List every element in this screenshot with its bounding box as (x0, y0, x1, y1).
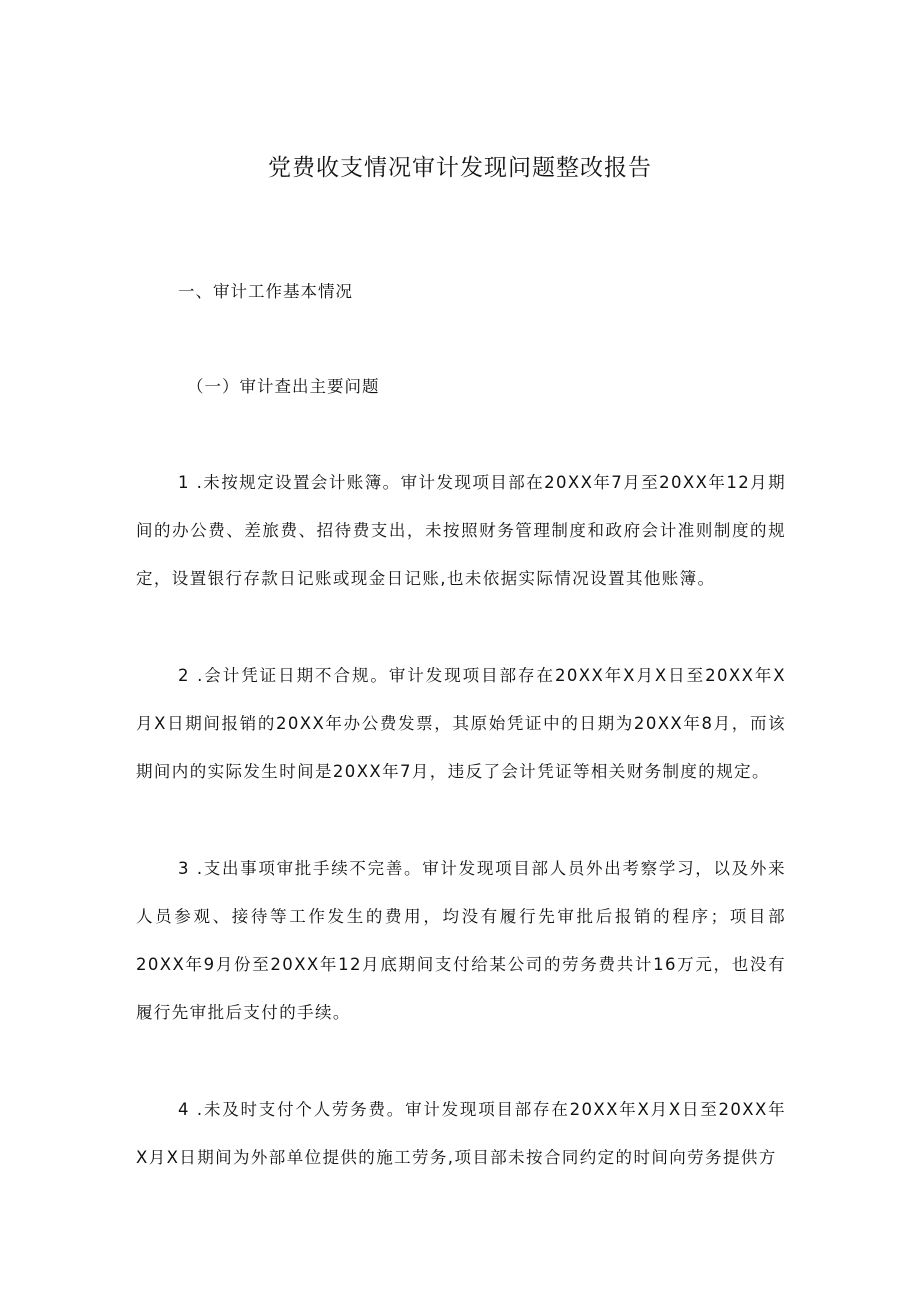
paragraph-1: 1 .未按规定设置会计账簿。审计发现项目部在20XX年7月至20XX年12月期间的办公费、差旅费、招待费支出，未按照财务管理制度和政府会计准则制度的规定，设置银行存款日记账或现金日记账,也未依据实际情况设置其他账簿。 (136, 473, 786, 588)
section-heading: 一、审计工作基本情况 (178, 282, 353, 301)
subsection-heading: （一）审计查出主要问题 (187, 377, 380, 396)
paragraph-2: 2 .会计凭证日期不合规。审计发现项目部存在20XX年X月X日至20XX年X月X日期间报销的20XX年办公费发票，其原始凭证中的日期为20XX年8月，而该期间内的实际发生时间是20XX年7月，违反了会计凭证等相关财务制度的规定。 (136, 666, 786, 781)
paragraph-3: 3 .支出事项审批手续不完善。审计发现项目部人员外出考察学习，以及外来人员参观、接待等工作发生的费用，均没有履行先审批后报销的程序；项目部20XX年9月份至20XX年12月底期间支付给某公司的劳务费共计16万元，也没有履行先审批后支付的手续。 (136, 859, 786, 1022)
paragraph-4: 4 .未及时支付个人劳务费。审计发现项目部存在20XX年X月X日至20XX年X月X日期间为外部单位提供的施工劳务,项目部未按合同约定的时间向劳务提供方 (136, 1100, 786, 1167)
document-title: 党费收支情况审计发现问题整改报告 (268, 155, 652, 181)
